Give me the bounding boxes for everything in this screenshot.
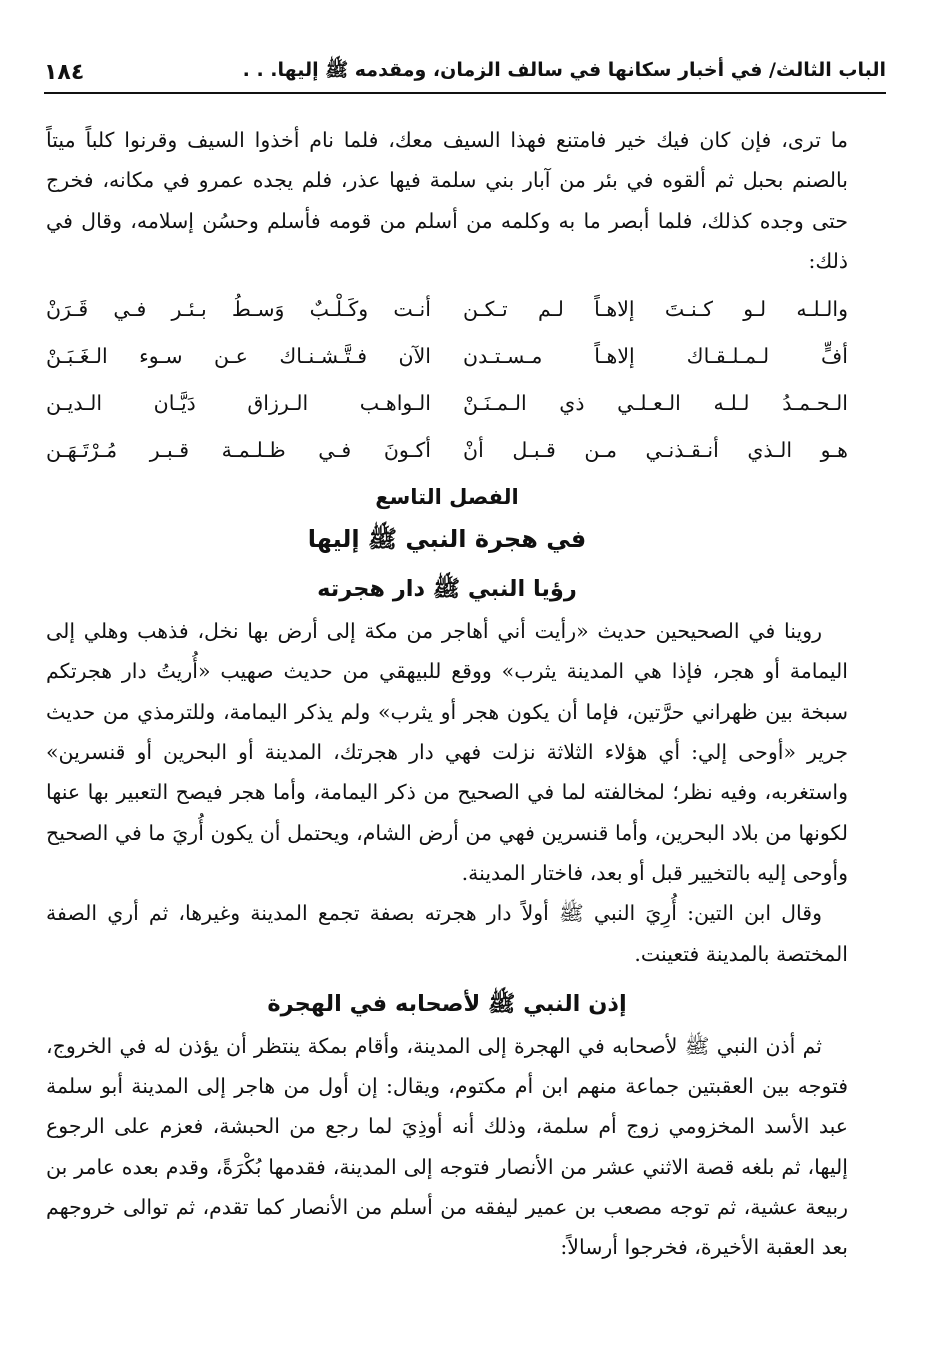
verse-first-hemistich: هـو الـذي أنـقـذنـي مـن قـبـل أنْ [463, 437, 848, 462]
verse-first-hemistich: أفٍّ لـمـلـقـاك إلاهـاً مـسـتـدن [463, 343, 848, 368]
poem-verse [46, 285, 848, 332]
section-paragraph: ثم أذن النبي ﷺ لأصحابه في الهجرة إلى المدينة، وأقام بمكة ينتظر أن يؤذن له في الخروج، فتوجه بين العقبتين جماعة منهم ابن أم مكتوم، ويقال: إن أول من هاجر إلى المدينة أبو سلمة عبد الأسد المخزومي زوج أم سلمة، وذلك أنه أوذِيَ لما رجع من الحبشة، فعزم على الرجوع إليها، ثم بلغه قصة الاثني عشر من الأنصار فتوجه إلى المدينة، فقدمها بُكْرَةً، وقدم بعده عامر بن ربيعة عشية، ثم توجه مصعب بن عمير ليفقه من أسلم من الأنصار كما تقدم، ثم توالى خروجهم بعد العقبة الأخيرة، فخرجوا أرسالاً: [46, 1033, 848, 1260]
intro-paragraph: ما ترى، فإن كان فيك خير فامتنع فهذا السيف معك، فلما نام أخذوا السيف وقرنوا كلباً ميتاً بالصنم بحبل ثم ألقوه في بئر من آبار بني سلمة فيها عذر، فلم يجده عمرو في مكانه، فخرج حتى وجده كذلك، فلما أبصر ما به وكلمه من أسلم من قومه فأسلم وحسُن إسلامه، وقال في ذلك: [46, 128, 848, 273]
section-paragraph: روينا في الصحيحين حديث «رأيت أني أهاجر من مكة إلى أرض بها نخل، فذهب وهلي إلى اليمامة أو هجر، فإذا هي المدينة يثرب» ووقع للبيهقي من حديث صهيب «أُريتُ دار هجرتكم سبخة بين ظهراني حرَّتين، فإما أن يكون هجر أو يثرب» ولم يذكر اليمامة، وللترمذي من حديث جرير «أوحى إلي: أي هؤلاء الثلاثة نزلت فهي دار هجرتك، المدينة أو البحرين أو قنسرين» واستغربه، وفيه نظر؛ لمخالفته لما في الصحيح من ذكر اليمامة، وأما هجر فيصح التعبير بها عنها لكونها من بلاد البحرين، وأما قنسرين فهي من أرض الشام، ويحتمل أن يكون أُريَ ما في الصحيح وأوحى إليه بالتخيير قبل أو بعد، فاختار المدينة. [46, 619, 848, 885]
verse-second-hemistich: أكـونَ فـي ظـلـمـة قـبـر مُـرْتَـهَـن [46, 437, 431, 462]
verse-second-hemistich: الـواهـب الـرزاق دَيَّـان الـديـن [46, 390, 431, 415]
verse-second-hemistich: أنـت وكَـلْـبٌ وَسـطُ بـئـر فـي قَـرَنْ [46, 296, 431, 321]
verse-second-hemistich: الآن فـتَّـشـنـاك عـن سـوء الـغَـبَـنْ [46, 343, 431, 368]
page-number: ١٨٤ [44, 59, 85, 85]
poem-verse [46, 426, 848, 473]
section-heading: رؤيا النبي ﷺ دار هجرته [317, 576, 577, 603]
verse-first-hemistich: الـحـمـدُ لـلـه الـعـلـي ذي الـمـنَـنْ [463, 390, 848, 415]
section-heading: إذن النبي ﷺ لأصحابه في الهجرة [267, 990, 627, 1017]
page-body [46, 120, 848, 1268]
header-rule [44, 92, 886, 94]
running-title: الباب الثالث/ في أخبار سكانها في سالف الزمان، ومقدمه ﷺ إليها. . . [242, 59, 886, 81]
chapter-label: الفصل التاسع [375, 485, 519, 510]
verse-first-hemistich: والـلـه لـو كـنـتَ إلاهـاً لـم تـكـن [463, 296, 848, 321]
poem-verse [46, 332, 848, 379]
chapter-title: في هجرة النبي ﷺ إليها [307, 525, 587, 554]
poem-verse [46, 379, 848, 426]
poem [46, 285, 848, 473]
section-paragraph: وقال ابن التين: أُرِيَ النبي ﷺ أولاً دار هجرته بصفة تجمع المدينة وغيرها، ثم أري الصفة المختصة بالمدينة فتعينت. [46, 901, 848, 966]
running-header [44, 54, 886, 90]
